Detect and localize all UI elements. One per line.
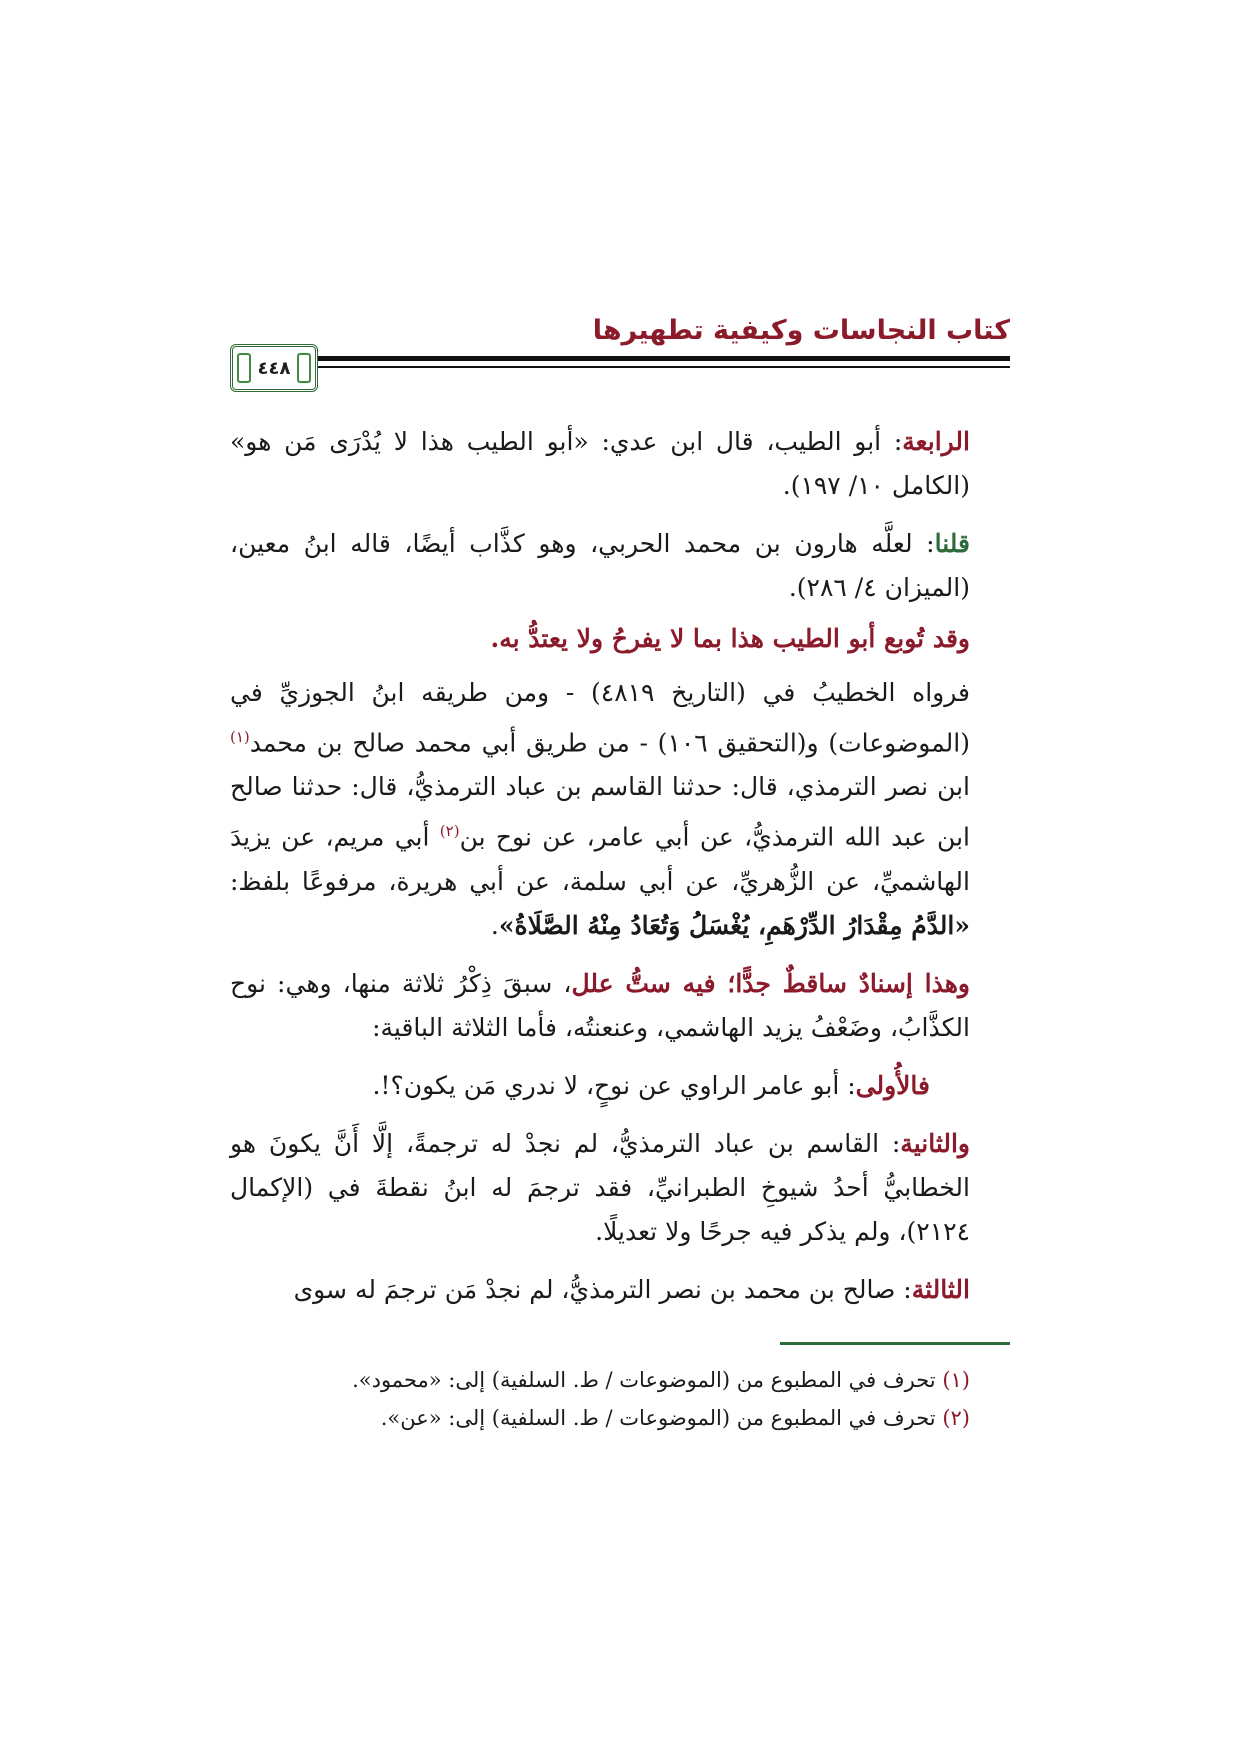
paragraph-second [230, 1122, 1010, 1254]
label-second: والثانية [900, 1128, 970, 1158]
paragraph-third [230, 1268, 1010, 1312]
paragraph-narration [230, 671, 1010, 948]
text-first: : أبو عامر الراوي عن نوحٍ، لا ندري مَن يكون؟!. [372, 1070, 856, 1100]
narration-text-c: أبي مريم، عن يزيدَ الهاشميِّ، عن الزُّهريِّ، عن أبي سلمة، عن أبي هريرة، مرفوعًا بلفظ: [230, 822, 970, 896]
paragraph-we-said [230, 522, 1010, 610]
footnote-1-number: (١) [942, 1367, 970, 1392]
section-heading: وقد تُوبع أبو الطيب هذا بما لا يفرحُ ولا يعتدُّ به. [490, 624, 970, 653]
text-fourth: : أبو الطيب، قال ابن عدي: «أبو الطيب هذا لا يُدْرَى مَن هو» (الكامل ١٠/ ١٩٧). [230, 427, 970, 500]
page-header [230, 310, 1010, 420]
footnote-ref-1[interactable]: (١) [230, 728, 250, 746]
text-we-said: : لعلَّه هارون بن محمد الحربي، وهو كذَّاب أيضًا، قاله ابنُ معين، (الميزان ٤/ ٢٨٦). [230, 529, 970, 602]
book-title: كتاب النجاسات وكيفية تطهيرها [592, 315, 1010, 346]
label-fourth: الرابعة [902, 427, 970, 456]
paragraph-fourth [230, 420, 1010, 508]
narration-text-a: فرواه الخطيبُ في (التاريخ ٤٨١٩) - ومن طريقه ابنُ الجوزيِّ في (الموضوعات) و(التحقيق ١٠٦) - من طريق أبي محمد صالح بن محمد [230, 678, 970, 758]
footnote-2 [230, 1399, 1010, 1437]
text-third: : صالح بن محمد بن نصر الترمذيُّ، لم نجدْ مَن ترجمَ له سوى [293, 1274, 912, 1304]
page-number-badge [230, 344, 318, 392]
footnote-ref-2[interactable]: (٢) [439, 822, 460, 841]
narration-text-b: ابن نصر الترمذي، قال: حدثنا القاسم بن عباد الترمذيُّ، قال: حدثنا صالح ابن عبد الله الترمذيُّ، عن أبي عامر، عن نوح بن [230, 772, 970, 852]
paragraph-chain-defects [230, 962, 1010, 1050]
header-rule-thick [230, 356, 1010, 361]
page [230, 310, 1010, 1437]
text-chain-defects: ، سبقَ ذِكْرُ ثلاثة منها، وهي: نوح الكذَّابُ، وضَعْفُ يزيد الهاشمي، وعنعنتُه، فأما الثلاثة الباقية: [230, 968, 970, 1042]
footnote-2-text: تحرف في المطبوع من (الموضوعات / ط. السلفية) إلى: «عن». [380, 1405, 943, 1430]
narration-end: . [490, 910, 499, 940]
label-first: فالأُولى [855, 1070, 930, 1100]
header-rule-thin [230, 366, 1010, 368]
label-chain-defects: وهذا إسنادٌ ساقطٌ جدًّا؛ فيه ستُّ علل [571, 968, 971, 998]
page-number: ٤٤٨ [257, 357, 291, 379]
footnote-1 [230, 1361, 1010, 1399]
paragraph-first [230, 1064, 1010, 1108]
label-third: الثالثة [911, 1274, 970, 1304]
footnote-separator [780, 1342, 1010, 1345]
label-we-said: قلنا [934, 529, 970, 558]
footnote-1-text: تحرف في المطبوع من (الموضوعات / ط. السلفية) إلى: «محمود». [352, 1367, 943, 1392]
footnote-2-number: (٢) [942, 1405, 970, 1430]
text-second: : القاسم بن عباد الترمذيُّ، لم نجدْ له ترجمةً، إلَّا أَنَّ يكونَ هو الخطابيُّ أحدُ شيوخِ الطبرانيِّ، فقد ترجمَ له ابنُ نقطةَ في (الإكمال ٢١٢٤)، ولم يذكر فيه جرحًا ولا تعديلًا. [230, 1128, 970, 1246]
hadith-quote: «الدَّمُ مِقْدَارُ الدِّرْهَمِ، يُغْسَلُ وَتُعَادُ مِنْهُ الصَّلَاةُ» [498, 910, 970, 940]
